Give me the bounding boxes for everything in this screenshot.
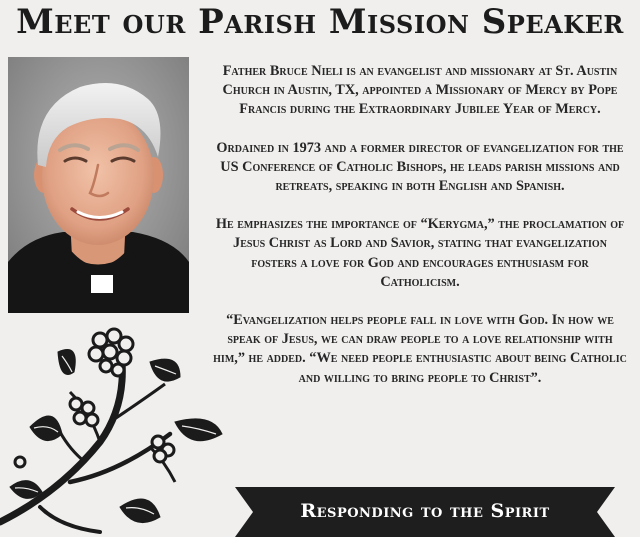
banner-text: Responding to the Spirit [300,500,550,522]
floral-vine-illustration [0,322,230,537]
page-title: Meet our Parish Mission Speaker [16,2,624,42]
portrait-image [8,57,189,313]
bio-quote: “Evangelization helps people fall in love with God. In how we speak of Jesus, we can draw people to a love relationship with him,” he added. “We need people enthusiastic about being Catholic and willing to bring people to Christ”. [213,312,627,386]
bio-paragraph-3: He emphasizes the importance of “Kerygma,” the proclamation of Jesus Christ as Lord and Savior, stating that evangelization fosters a love for God and encourages enthusiasm for Catholicism. [215,216,625,290]
bio-paragraph-2: Ordained in 1973 and a former director of evangelization for the US Conference of Catholic Bishops, he leads parish missions and retreats, speaking in both English and Spanish. [216,139,624,195]
bio-paragraph-1: Father Bruce Nieli is an evangelist and missionary at St. Austin Church in Austin, TX, appointed a Missionary of Mercy by Pope Francis during the Extraordinary Jubilee Year of Mercy. [222,63,618,118]
speaker-bio [210,62,630,407]
speaker-portrait [8,57,189,313]
